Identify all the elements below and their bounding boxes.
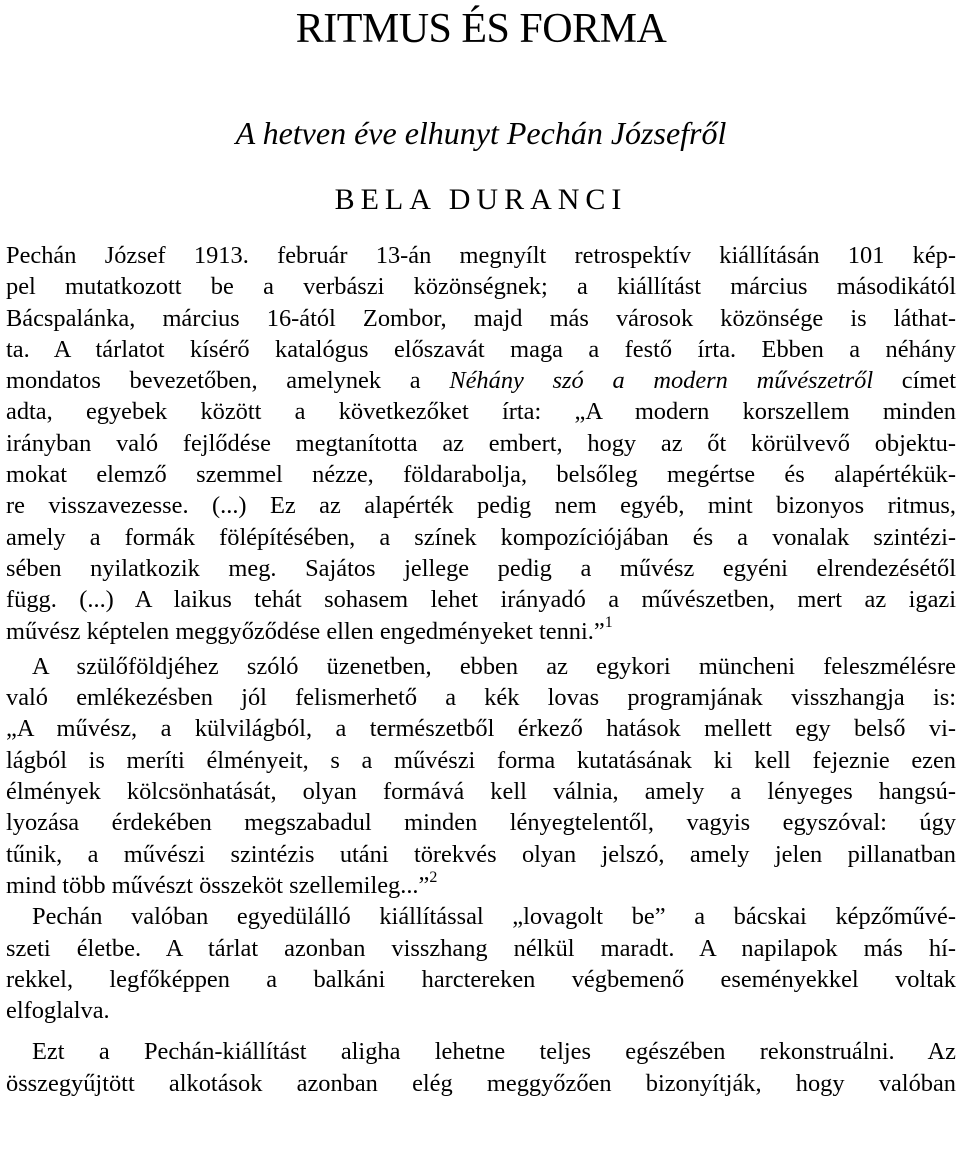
text-line: összegyűjtött alkotások azonban elég meggyőzően bizonyítják, hogy valóban	[6, 1069, 956, 1097]
footnote-marker: 2	[429, 869, 438, 886]
text-fragment: címet	[873, 367, 956, 395]
article-body	[6, 240, 956, 1099]
text-line: való emlékezésben jól felismerhető a kék lovas programjának visszhangja is:	[6, 684, 956, 712]
text-line: adta, egyebek között a következőket írta: „A modern korszellem minden	[6, 398, 956, 426]
footnote-marker: 1	[604, 615, 613, 632]
text-line: A szülőföldjéhez szóló üzenetben, ebben az egykori müncheni feleszmélésre	[32, 652, 956, 680]
text-line: amely a formák fölépítésében, a színek kompozíciójában és a vonalak szintézi-	[6, 523, 956, 551]
text-line: Bácspalánka, március 16-ától Zombor, majd más városok közönsége is láthat-	[6, 304, 956, 332]
text-line: „A művész, a külvilágból, a természetből érkező hatások mellett egy belső vi-	[6, 715, 956, 743]
text-line: sében nyilatkozik meg. Sajátos jellege pedig a művész egyéni elrendezésétől	[6, 554, 956, 582]
text-line: lyozása érdekében megszabadul minden lényegtelentől, vagyis egyszóval: úgy	[6, 809, 956, 837]
article-title: RITMUS ÉS FORMA	[295, 6, 667, 52]
text-line: szeti életbe. A tárlat azonban visszhang nélkül maradt. A napilapok más hí-	[6, 934, 956, 962]
text-line: tűnik, a művészi szintézis utáni törekvés olyan jelszó, amely jelen pillanatban	[6, 840, 956, 868]
text-line: mokat elemző szemmel nézze, földarabolja, belsőleg megértse és alapértékük-	[6, 461, 956, 489]
text-line: re visszavezesse. (...) Ez az alapérték pedig nem egyéb, mint bizonyos ritmus,	[6, 492, 956, 520]
text-line: pel mutatkozott be a verbászi közönségnek; a kiállítást március másodikától	[6, 273, 956, 301]
paragraph-2	[6, 651, 956, 901]
text-fragment: mondatos bevezetőben, amelynek a	[6, 367, 450, 395]
paragraph-4	[6, 1036, 956, 1099]
text-line: rekkel, legfőképpen a balkáni harctereken végbemenő eseményekkel voltak	[6, 965, 956, 993]
text-line: élmények kölcsönhatását, olyan formává kell válnia, amely a lényeges hangsú-	[6, 778, 956, 806]
text-line: irányban való fejlődése megtanította az embert, hogy az őt körülvevő objektu-	[6, 429, 956, 457]
text-fragment: művész képtelen meggyőződése ellen engedményeket tenni.”	[6, 617, 605, 645]
text-line: Ezt a Pechán-kiállítást aligha lehetne teljes egészében rekonstruálni. Az	[32, 1038, 956, 1066]
text-line: lágból is meríti élményeit, s a művészi forma kutatásának ki kell fejeznie ezen	[6, 746, 956, 774]
text-line-with-title	[6, 365, 956, 396]
text-line: elfoglalva.	[6, 997, 110, 1025]
text-line: Pechán valóban egyedülálló kiállítással „lovagolt be” a bácskai képzőművé-	[32, 903, 956, 931]
article-subtitle: A hetven éve elhunyt Pechán Józsefről	[235, 115, 727, 151]
text-fragment: mind több művészt összeköt szellemileg...”	[6, 871, 430, 899]
document-page	[6, 0, 956, 1150]
italic-work-title: Néhány szó a modern művészetről	[449, 367, 874, 395]
article-author: BELA DURANCI	[334, 183, 628, 216]
text-line	[6, 870, 956, 901]
paragraph-1	[6, 240, 956, 647]
text-line	[6, 616, 956, 647]
text-line: ta. A tárlatot kísérő katalógus előszavát maga a festő írta. Ebben a néhány	[6, 335, 956, 363]
text-line: függ. (...) A laikus tehát sohasem lehet irányadó a művészetben, mert az igazi	[6, 586, 956, 614]
text-line: Pechán József 1913. február 13-án megnyílt retrospektív kiállításán 101 kép-	[6, 242, 956, 269]
paragraph-3	[6, 901, 956, 1026]
